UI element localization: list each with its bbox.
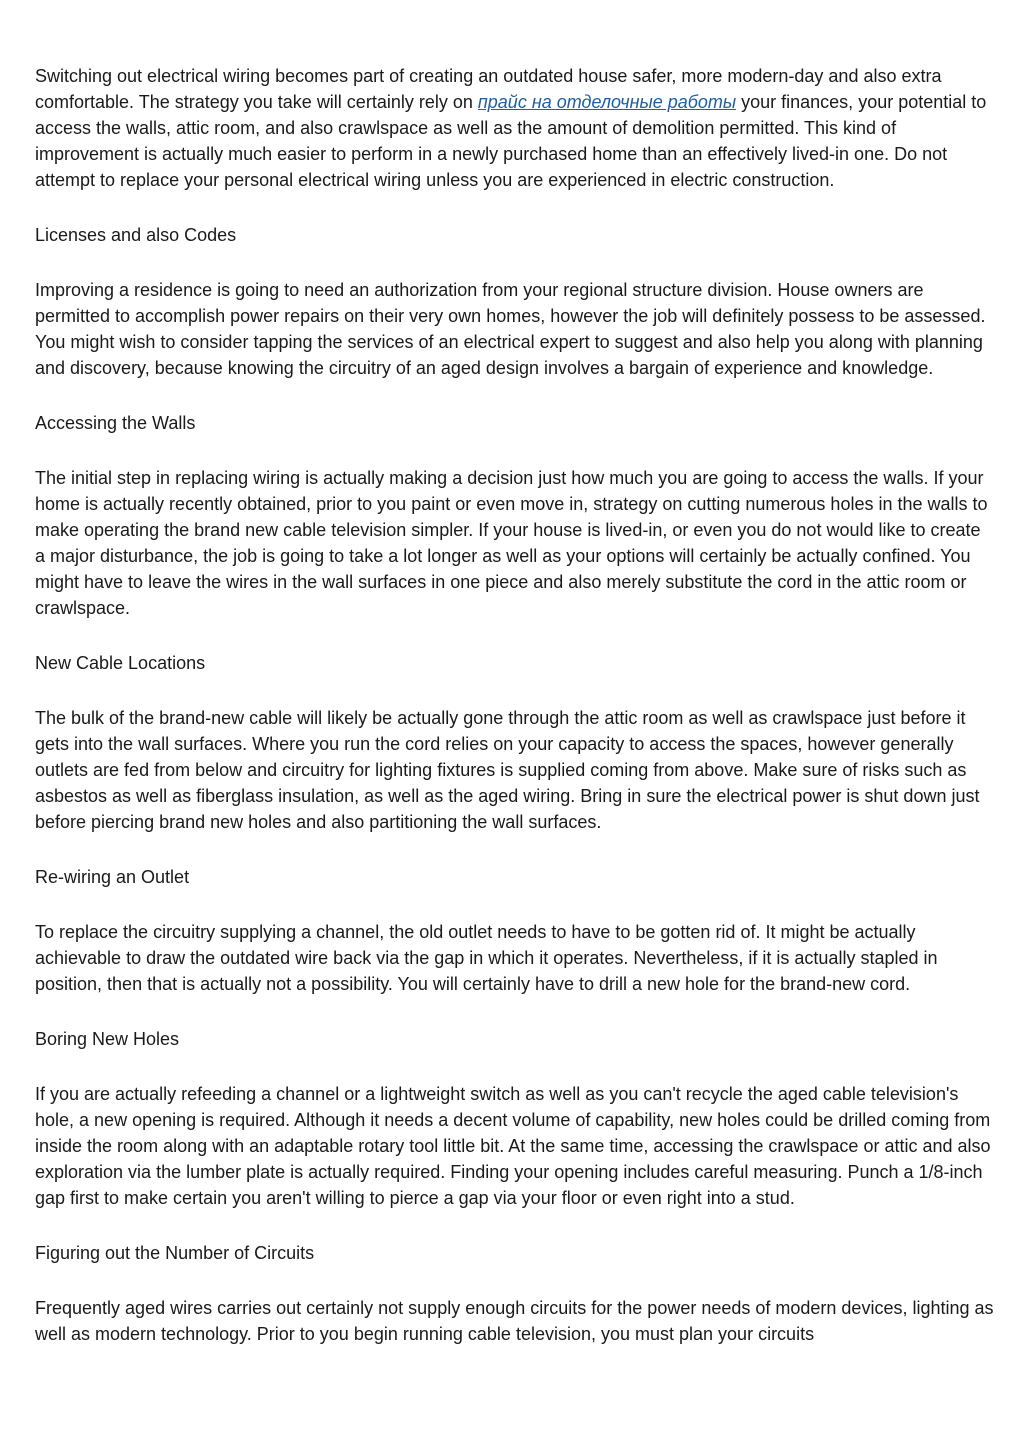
rewiring-outlet-paragraph: To replace the circuitry supplying a channel, the old outlet needs to have to be gotten rid of. It might be actually achievable to draw the outdated wire back via the gap in which it operates. Nevertheless, if it is actually stapled in position, then that is actually not a possibility. You will certainly have to drill a new hole for the brand-new cord. [35, 922, 938, 994]
section-heading-boring-holes: Boring New Holes [35, 1029, 180, 1049]
intro-text-before: Switching out electrical wiring becomes part of creating an outdated house safer, more modern-day and also extra comfortable. The strategy you take will certainly rely on [35, 66, 942, 112]
price-link[interactable]: прайс на отделочные работы [477, 92, 737, 112]
section-heading-accessing-walls: Accessing the Walls [35, 413, 196, 433]
section-heading-licenses: Licenses and also Codes [35, 225, 237, 245]
section-heading-number-of-circuits: Figuring out the Number of Circuits [35, 1243, 315, 1263]
intro-text-after: your finances, your potential to access the walls, attic room, and also crawlspace as well as the amount of demolition permitted. This kind of improvement is actually much easier to perform in a newly purchased home than an effectively lived-in one. Do not attempt to replace your personal electrical wiring unless you are experienced in electric construction. [35, 92, 987, 190]
number-of-circuits-paragraph: Frequently aged wires carries out certainly not supply enough circuits for the power needs of modern devices, lighting as well as modern technology. Prior to you begin running cable television, you must plan your circuits [35, 1298, 994, 1344]
accessing-walls-paragraph: The initial step in replacing wiring is actually making a decision just how much you are going to access the walls. If your home is actually recently obtained, prior to you paint or even move in, strategy on cutting numerous holes in the walls to make operating the brand new cable television simpler. If your house is lived-in, or even you do not would like to create a major disturbance, the job is going to take a lot longer as well as your options will certainly be actually confined. You might have to leave the wires in the wall surfaces in one piece and also merely substitute the cord in the attic room or crawlspace. [35, 468, 988, 618]
article-body [35, 63, 995, 1376]
boring-holes-paragraph: If you are actually refeeding a channel or a lightweight switch as well as you can't recycle the aged cable television's hole, a new opening is required. Although it needs a decent volume of capability, new holes could be drilled coming from inside the room along with an adaptable rotary tool little bit. At the same time, accessing the crawlspace or attic and also exploration via the lumber plate is actually required. Finding your opening includes careful measuring. Punch a 1/8-inch gap first to make certain you aren't willing to pierce a gap via your floor or even right into a stud. [35, 1084, 991, 1208]
intro-paragraph [35, 63, 995, 193]
licenses-paragraph: Improving a residence is going to need an authorization from your regional structure division. House owners are permitted to accomplish power repairs on their very own homes, however the job will definitely possess to be assessed. You might wish to consider tapping the services of an electrical expert to suggest and also help you along with planning and discovery, because knowing the circuitry of an aged design involves a bargain of experience and knowledge. [35, 280, 986, 378]
cable-locations-paragraph: The bulk of the brand-new cable will likely be actually gone through the attic room as well as crawlspace just before it gets into the wall surfaces. Where you run the cord relies on your capacity to access the spaces, however generally outlets are fed from below and circuitry for lighting fixtures is supplied coming from above. Make sure of risks such as asbestos as well as fiberglass insulation, as well as the aged wiring. Bring in sure the electrical power is shut down just before piercing brand new holes and also partitioning the wall surfaces. [35, 708, 980, 832]
section-heading-cable-locations: New Cable Locations [35, 653, 206, 673]
section-heading-rewiring-outlet: Re-wiring an Outlet [35, 867, 190, 887]
